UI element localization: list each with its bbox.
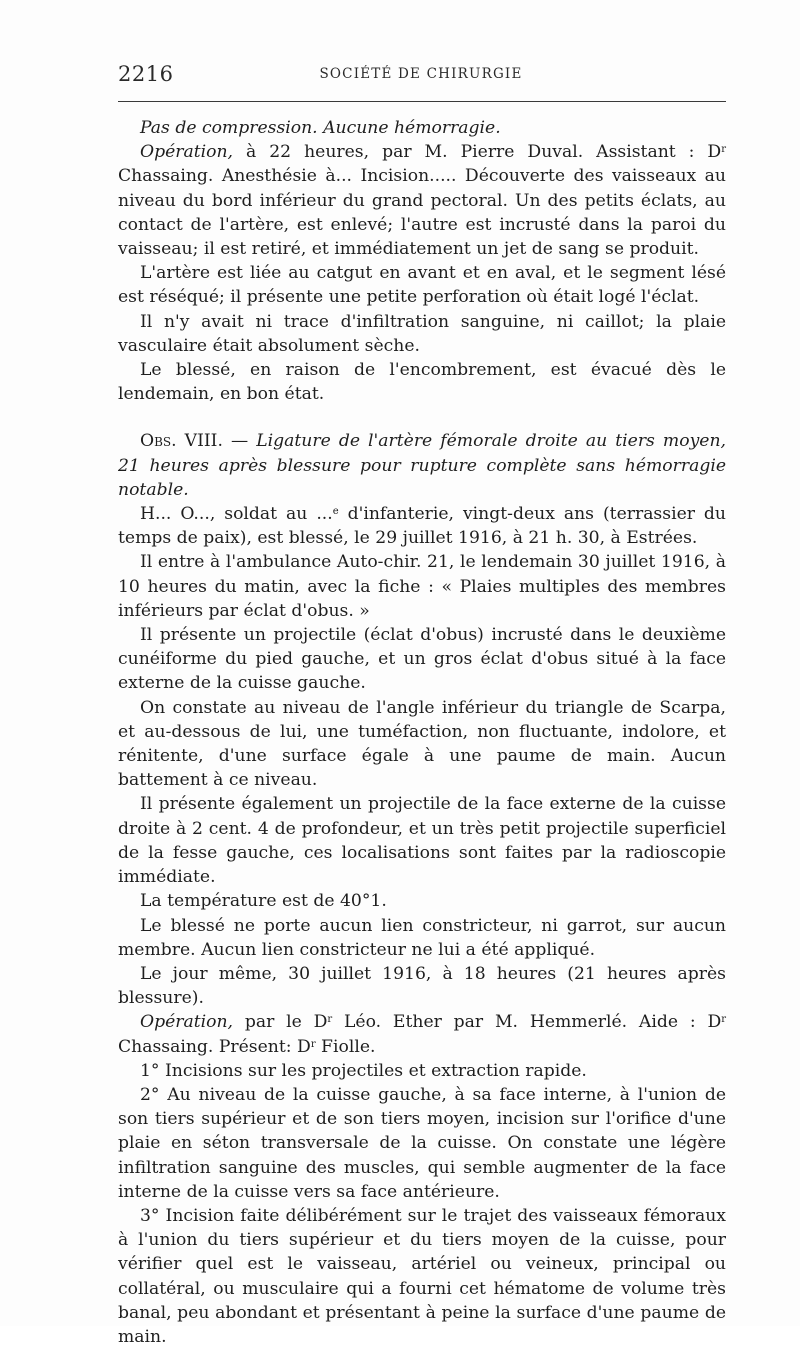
paragraph-projectile: Il présente un projectile (éclat d'obus) incrusté dans le deuxième cunéiforme du pied gauche, et un gros éclat d'obus situé à la face externe de la cuisse gauche.	[118, 625, 726, 694]
text-run: par le D	[233, 1012, 328, 1033]
superscript: r	[310, 1038, 316, 1050]
paragraph-same-day: Le jour même, 30 juillet 1916, à 18 heures (21 heures après blessure).	[118, 963, 726, 1009]
paragraph-radioscopy: Il présente également un projectile de la face externe de la cuisse droite à 2 cent. 4 de profondeur, et un très petit projectile superficiel de la fesse gauche, ces localisations sont faites par la radioscopie immédiate.	[118, 794, 726, 888]
header-rule	[118, 101, 726, 102]
text-run: Fiolle.	[315, 1036, 376, 1057]
paragraph-step-1: 1° Incisions sur les projectiles et extraction rapide.	[140, 1060, 587, 1081]
paragraph-operation-leo	[118, 1010, 726, 1058]
text-run: Chassaing. Anesthésie à... Incision..... Découverte des vaisseaux au niveau du bord inférieur du grand pectoral. Un des petits éclats, au contact de l'artère, est enlevé; l'autre est incrusté dans la paroi du vaisseau; il est retiré, et immédiatement un jet de sang se produit.	[118, 166, 726, 260]
paragraph-step-3: 3° Incision faite délibérément sur le trajet des vaisseaux fémoraux à l'union du tiers supérieur et du tiers moyen de la cuisse, pour vérifier quel est le vaisseau, artériel ou veineux, principal ou collatéral, ou musculaire qui a fourni cet hématome de volume très banal, peu abondant et présentant à peine la surface d'une paume de main.	[118, 1205, 726, 1347]
paragraph-operation-duval	[118, 140, 726, 261]
italic-text: Opération,	[140, 142, 234, 163]
page-number: 2216	[118, 62, 174, 86]
observation-title: Ligature de l'artère fémorale droite au tiers moyen, 21 heures après blessure pour rupture complète sans hémorragie notable.	[118, 431, 726, 500]
superscript: e	[332, 506, 339, 518]
superscript: r	[721, 1014, 727, 1026]
paragraph-no-infiltration: Il n'y avait ni trace d'infiltration sanguine, ni caillot; la plaie vasculaire était absolument sèche.	[118, 311, 726, 356]
text-run: d'infanterie, vingt-deux ans (terrassier du temps de paix), est blessé, le 29 juillet 1916, à 21 h. 30, à Estrées.	[118, 504, 726, 549]
running-head: SOCIÉTÉ DE CHIRURGIE	[319, 66, 523, 82]
paragraph-step-2: 2° Au niveau de la cuisse gauche, à sa face interne, à l'union de son tiers supérieur et de son tiers moyen, incision sur l'orifice d'une plaie en séton transversale de la cuisse. On constate une légère infiltration sanguine des muscles, qui semble augmenter de la face interne de la cuisse vers sa face antérieure.	[118, 1084, 726, 1202]
superscript: r	[721, 144, 726, 156]
text-run: —	[222, 431, 257, 452]
paragraph-temperature: La température est de 40°1.	[140, 891, 387, 912]
paragraph-artery-ligated: L'artère est liée au catgut en avant et en aval, et le segment lésé est réséqué; il présente une petite perforation où était logé l'éclat.	[118, 263, 726, 308]
paragraph-no-compression	[118, 116, 726, 140]
italic-text: Opération,	[140, 1012, 234, 1033]
page-header	[118, 62, 724, 92]
paragraph-ambulance: Il entre à l'ambulance Auto-chir. 21, le lendemain 30 juillet 1916, à 10 heures du matin, avec la fiche : « Plaies multiples des membres inférieurs par éclat d'obus. »	[118, 552, 726, 621]
observation-heading	[118, 429, 726, 502]
italic-text: Pas de compression. Aucune hémorragie.	[140, 118, 501, 138]
paragraph-evacuated: Le blessé, en raison de l'encombrement, est évacué dès le lendemain, en bon état.	[118, 360, 726, 405]
paragraph-scarpa: On constate au niveau de l'angle inférieur du triangle de Scarpa, et au-dessous de lui, une tuméfaction, non fluctuante, indolore, et rénitente, d'une surface égale à une paume de main. Aucun battement à ce niveau.	[118, 697, 726, 791]
text-run: H... O..., soldat au ...	[140, 504, 333, 525]
paragraph-soldier	[118, 502, 726, 550]
text-run: Léo. Ether par M. Hemmerlé. Aide : D	[332, 1012, 722, 1033]
superscript: r	[327, 1014, 333, 1026]
observation-label: Obs. VIII.	[140, 431, 223, 452]
text-run: à 22 heures, par M. Pierre Duval. Assistant : D	[233, 142, 722, 163]
text-run: Chassaing. Présent: D	[118, 1036, 311, 1057]
paragraph-no-tourniquet: Le blessé ne porte aucun lien constricteur, ni garrot, sur aucun membre. Aucun lien constricteur ne lui a été appliqué.	[118, 915, 726, 960]
body-text	[118, 116, 726, 1349]
